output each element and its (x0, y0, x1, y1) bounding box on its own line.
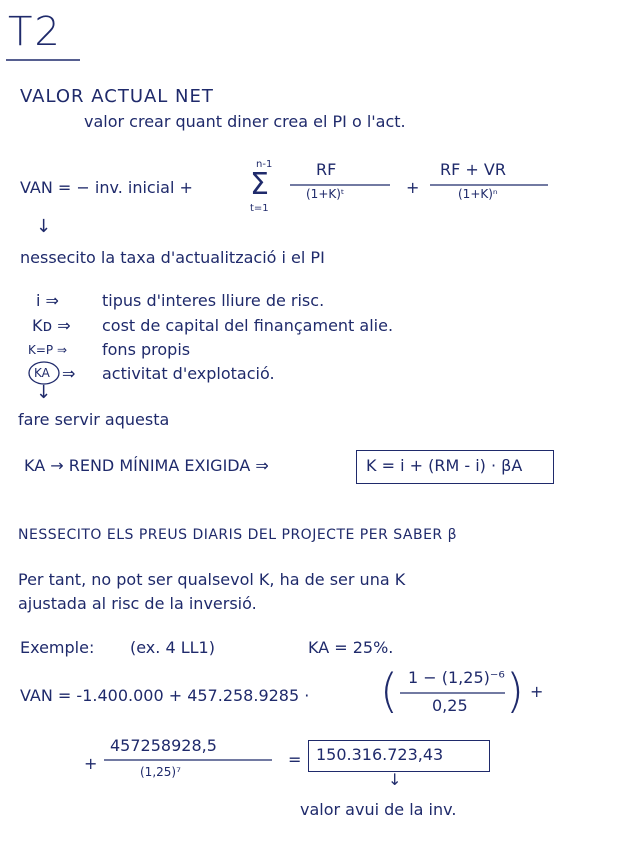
down-arrow-2: ↓ (36, 382, 52, 403)
ka-circle (29, 362, 59, 384)
second-term-eq: = (288, 750, 302, 769)
formula-plus: + (406, 178, 420, 197)
ka-implies: ⇒ (62, 364, 76, 383)
def-text-i: tipus d'interes lliure de risc. (102, 291, 325, 310)
example-label: Exemple: (20, 638, 95, 657)
def-text-kd: cost de capital del finançament alie. (102, 316, 394, 335)
paren-close: ) (506, 664, 524, 718)
down-arrow: ↓ (36, 216, 52, 237)
use-line: fare servir aquesta (18, 410, 170, 429)
section-heading: VALOR ACTUAL NET (20, 86, 214, 107)
def-sym-ka: KA (34, 366, 50, 380)
frac1-numerator: RF (316, 160, 337, 179)
second-term-den: (1,25)⁷ (140, 765, 181, 779)
therefore-line-2: ajustada al risc de la inversió. (18, 594, 257, 613)
result-value: 150.316.723,43 (316, 745, 444, 764)
ka-formula: K = i + (RM - i) · βA (366, 456, 523, 475)
need-line: nessecito la taxa d'actualització i el PI (20, 248, 325, 267)
van-example-lhs: VAN = -1.400.000 + 457.258.9285 · (20, 686, 310, 705)
ka-line: KA → REND MÍNIMA EXIGIDA ⇒ (24, 456, 269, 475)
def-sym-kp: K=P ⇒ (28, 343, 68, 357)
van-lhs: VAN = − inv. inicial + (20, 178, 193, 197)
def-text-ka: activitat d'explotació. (102, 364, 275, 383)
def-text-kp: fons propis (102, 340, 191, 359)
example-frac-num: 1 − (1,25)⁻⁶ (408, 668, 505, 687)
frac1-denominator: (1+K)ᵗ (306, 187, 345, 201)
need-prices: NESSECITO ELS PREUS DIARIS DEL PROJECTE PER SABER β (18, 527, 458, 543)
sigma-top: n-1 (256, 159, 273, 170)
frac2-numerator: RF + VR (440, 160, 506, 179)
paren-open: ( (380, 664, 398, 718)
therefore-line-1: Per tant, no pot ser qualsevol K, ha de ser una K (18, 570, 406, 589)
def-sym-kd: Kᴅ ⇒ (32, 316, 71, 335)
sigma-bottom: t=1 (250, 203, 269, 214)
second-term-num: 457258928,5 (110, 736, 217, 755)
example-plus-end: + (530, 682, 544, 701)
def-sym-i: i ⇒ (36, 291, 59, 310)
example-ka: KA = 25%. (308, 638, 394, 657)
final-note: valor avui de la inv. (300, 800, 457, 819)
frac2-denominator: (1+K)ⁿ (458, 187, 498, 201)
sigma-symbol: Σ (250, 167, 269, 202)
second-term-plus: + (84, 754, 98, 773)
subheading: valor crear quant diner crea el PI o l'act. (84, 112, 406, 131)
page-title: T2 (8, 9, 62, 55)
example-frac-den: 0,25 (432, 696, 468, 715)
down-arrow-3: ↓ (388, 770, 402, 789)
example-ref: (ex. 4 LL1) (130, 638, 215, 657)
